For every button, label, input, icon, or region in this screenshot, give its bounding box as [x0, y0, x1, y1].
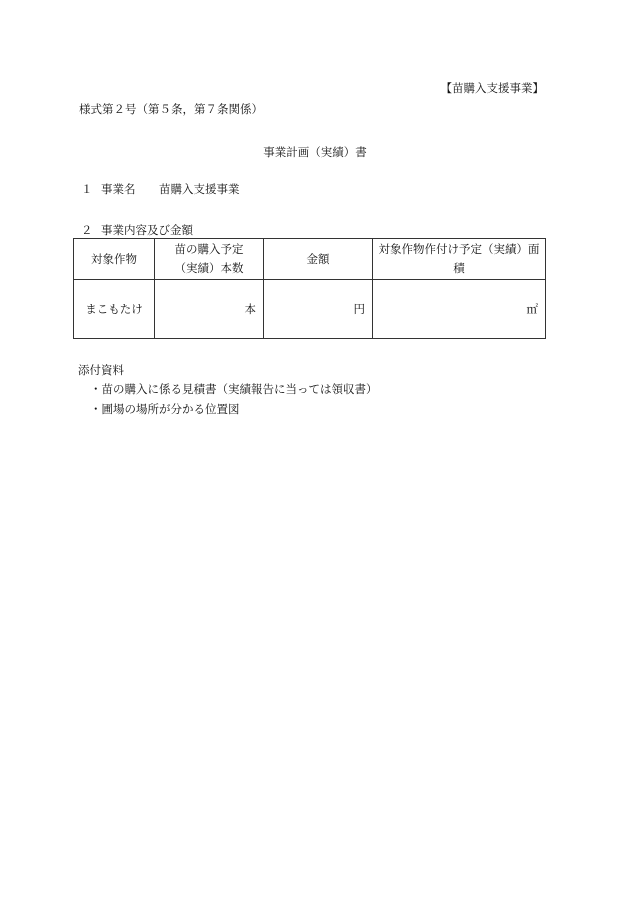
plan-table — [73, 238, 546, 339]
header-seedling-count-line2: （実績）本数 — [174, 261, 244, 275]
cell-amount: 円 — [264, 280, 373, 339]
header-amount: 金額 — [264, 239, 373, 280]
header-seedling-count-line1: 苗の購入予定 — [174, 242, 244, 256]
attachment-item-location-map: ・圃場の場所が分かる位置図 — [90, 402, 240, 416]
table-row — [74, 280, 546, 339]
cell-planting-area: ㎡ — [373, 280, 546, 339]
table-header-row — [74, 239, 546, 280]
cell-crop: まこもたけ — [74, 280, 155, 339]
section-project-name — [81, 181, 240, 197]
document-title: 事業計画（実績）書 — [263, 145, 367, 159]
section-1-number: １ — [81, 182, 93, 196]
cell-seedling-count: 本 — [155, 280, 264, 339]
program-tag: 【苗購入支援事業】 — [440, 81, 544, 95]
attachments-title: 添付資料 — [78, 363, 124, 377]
project-name-value: 苗購入支援事業 — [159, 182, 240, 196]
header-target-crop: 対象作物 — [74, 239, 155, 280]
form-number: 様式第２号（第５条，第７条関係） — [79, 102, 263, 116]
section-2-label: 事業内容及び金額 — [101, 223, 193, 237]
section-1-label: 事業名 — [101, 182, 136, 196]
section-2-number: ２ — [81, 223, 93, 237]
attachment-item-estimate: ・苗の購入に係る見積書（実績報告に当っては領収書） — [90, 382, 378, 396]
section-content-amount — [81, 222, 193, 238]
header-seedling-count — [155, 239, 264, 280]
header-planting-area: 対象作物作付け予定（実績）面積 — [373, 239, 546, 280]
